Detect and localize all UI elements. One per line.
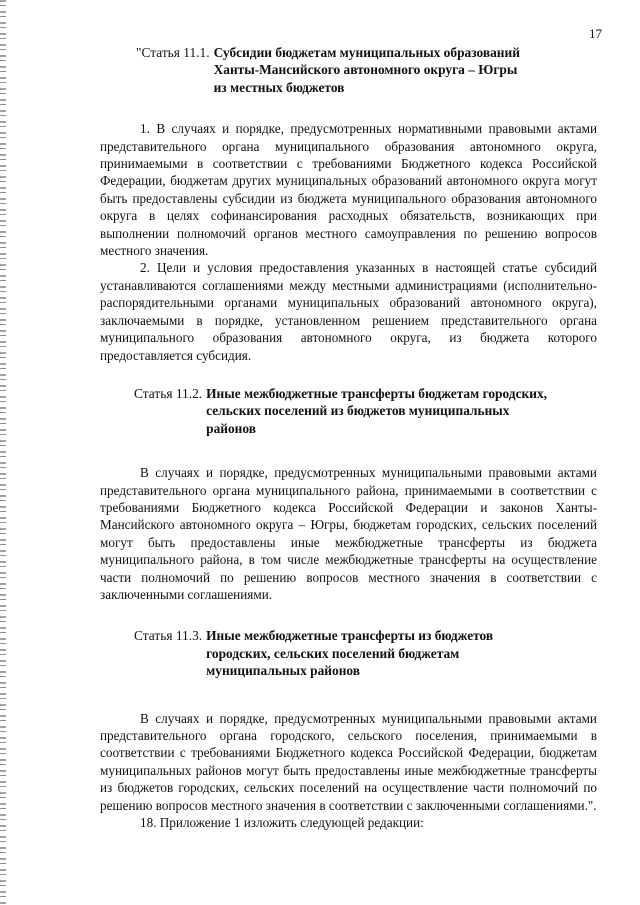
article-number: Статья 11.2. bbox=[134, 385, 203, 401]
paragraph: 2. Цели и условия предоставления указанных в настоящей статье субсидий устанавливаются соглашениями между местными администрациями (исполнительно-распорядительными органами муниципальных образований автономного округа), заключаемыми в порядке, установленном решением представительного органа муниципального образования автономного округа, из бюджета которого предоставляется субсидия. bbox=[100, 260, 597, 363]
article-title: Субсидии бюджетам муниципальных образований Ханты-Мансийского автономного округа – Югры из местных бюджетов bbox=[213, 45, 520, 95]
article-title: Иные межбюджетные трансферты из бюджетов городских, сельских поселений бюджетам муниципальных районов bbox=[206, 628, 494, 679]
article-heading-11-1 bbox=[136, 44, 597, 96]
paragraph: 1. В случаях и порядке, предусмотренных нормативными правовыми актами представительного органа муниципального образования автономного округа, принимаемыми в соответствии с требованиями Бюджетного кодекса Российской Федерации, бюджетам других муниципальных образований автономного округа могут быть предоставлены субсидии из бюджета муниципального образования автономного округа в целях софинансирования расходных обязательств, возникающих при выполнении полномочий органов местного самоуправления по решению вопросов местного значения. bbox=[100, 121, 597, 259]
article-title: Иные межбюджетные трансферты бюджетам городских, сельских поселений из бюджетов муниципальных районов bbox=[206, 385, 547, 436]
article-heading-11-2 bbox=[134, 385, 597, 437]
paragraph: 18. Приложение 1 изложить следующей редакции: bbox=[140, 815, 424, 831]
article-heading-11-3 bbox=[134, 627, 597, 679]
page-number: 17 bbox=[589, 26, 602, 41]
paragraph: В случаях и порядке, предусмотренных муниципальными правовыми актами представительного органа городского, сельского поселения, принимаемыми в соответствии с требованиями Бюджетного кодекса Российской Федерации, бюджетам муниципальных районов могут быть предоставлены иные межбюджетные трансферты из бюджетов городских, сельских поселений на осуществление части полномочий по решению вопросов местного значения в соответствии с заключенными соглашениями.". bbox=[100, 710, 597, 813]
paragraph: В случаях и порядке, предусмотренных муниципальными правовыми актами представительного органа муниципального района, принимаемыми в соответствии с требованиями Бюджетного кодекса Российской Федерации и законов Ханты-Мансийского автономного округа – Югры, бюджетам городских, сельских поселений могут быть предоставлены иные межбюджетные трансферты из бюджета муниципального района, в том числе межбюджетные трансферты на осуществление части полномочий по решению вопросов местного значения в соответствии с заключенными соглашениями. bbox=[100, 465, 597, 602]
document-body bbox=[100, 44, 597, 831]
article-number: Статья 11.3. bbox=[134, 628, 203, 644]
article-number: "Статья 11.1. bbox=[136, 45, 210, 60]
scan-edge bbox=[0, 0, 6, 905]
